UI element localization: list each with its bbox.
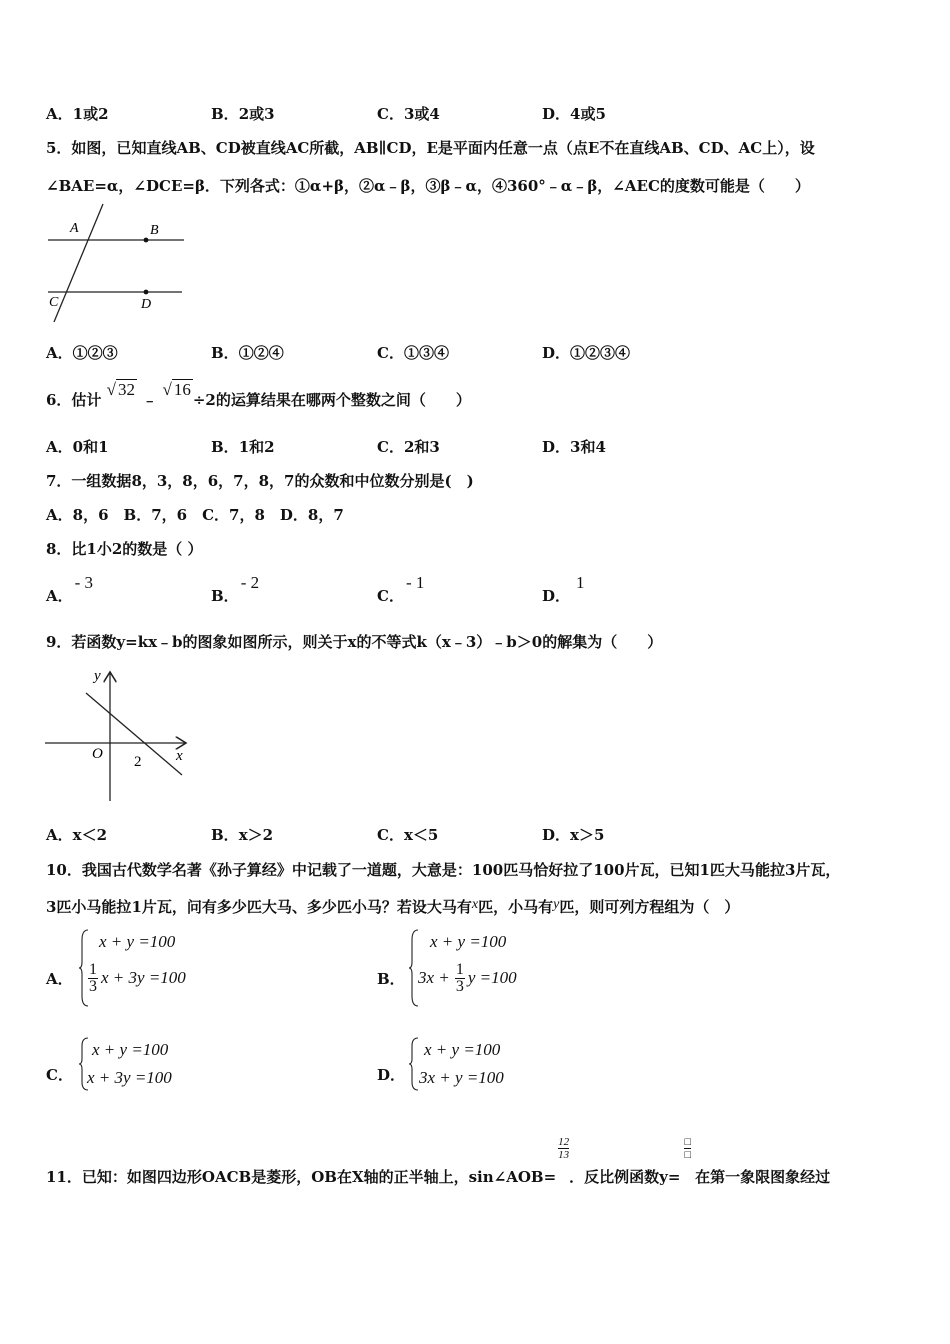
q10-option-a-eq1: x + y =100 <box>99 932 176 951</box>
q7-options: A．8，6 B．7，6 C．7，8 D．8，7 <box>46 506 344 524</box>
q9-option-b: B．x＞2 <box>211 826 274 844</box>
q5-option-d: D．①②③④ <box>542 344 631 362</box>
q9-option-c: C．x＜5 <box>377 826 439 844</box>
q9-figure <box>40 664 200 806</box>
q10-option-c-label: C． <box>46 1066 73 1084</box>
q10-option-d-eq2: 3x + y =100 <box>419 1068 504 1087</box>
q5-stem-line1: 5．如图，已知直线AB、CD被直线AC所截，AB∥CD，E是平面内任意一点（点E不在直线AB、CD、AC上），设 <box>46 139 815 157</box>
q8-option-c: C．- 1 <box>377 573 425 605</box>
q6-option-a: A．0和1 <box>46 438 109 456</box>
q10-option-d-eq1: x + y =100 <box>424 1040 501 1059</box>
sqrt-16: √ 16 <box>162 380 191 399</box>
q11-stem: 11．已知：如图四边形OACB是菱形，OB在X轴的正半轴上，sin∠AOB= $\frac{12}{13}$．反比例函数y= $\frac{□}{□}$在第一象限图象经过 <box>46 1136 831 1186</box>
q5-option-c: C．①③④ <box>377 344 449 362</box>
label-a: A <box>70 221 79 236</box>
sqrt-32: √ 32 <box>106 380 136 399</box>
q8-option-d: D．1 <box>542 573 585 605</box>
point-b <box>144 238 149 243</box>
q4-option-b: B．2或3 <box>211 105 275 123</box>
q10-option-a-eq2: $\frac{1}{3}$ x + 3y =100 <box>89 961 186 995</box>
q10-option-d-label: D． <box>377 1066 406 1084</box>
q6-stem: 6．估计 √ 32 ﹣ √ 16÷2的运算结果在哪两个整数之间（ ） <box>46 380 471 409</box>
point-d <box>144 290 149 295</box>
q10-stem-line2: 3匹小马能拉1片瓦，问有多少匹大马、多少匹小马？若设大马有x匹，小马有y匹，则可列方程组为（ ） <box>46 897 740 916</box>
label-c: C <box>49 295 59 310</box>
q9-option-a: A．x＜2 <box>46 826 108 844</box>
q4-option-a: A．1或2 <box>46 105 109 123</box>
label-d: D <box>141 297 152 312</box>
label-b: B <box>150 223 159 238</box>
q10-option-a-label: A． <box>46 970 73 988</box>
q10-option-b-label: B． <box>377 970 405 988</box>
k-fraction: $\frac{□}{□}$ <box>684 1136 692 1161</box>
q10-option-b-eq1: x + y =100 <box>430 932 507 951</box>
q4-option-c: C．3或4 <box>377 105 440 123</box>
q6-option-c: C．2和3 <box>377 438 440 456</box>
q6-option-b: B．1和2 <box>211 438 275 456</box>
q6-option-d: D．3和4 <box>542 438 606 456</box>
q8-option-b: B．- 2 <box>211 573 260 605</box>
q5-figure <box>40 200 200 330</box>
sin-fraction: $\frac{12}{13}$ <box>558 1136 570 1161</box>
q9-stem: 9．若函数y=kx﹣b的图象如图所示，则关于x的不等式k（x﹣3）﹣b＞0的解集为（ ） <box>46 633 663 651</box>
q8-stem: 8．比1小2的数是（ ） <box>46 540 203 558</box>
q5-option-a: A．①②③ <box>46 344 118 362</box>
y-label: y <box>94 668 101 684</box>
q10-stem-line1: 10．我国古代数学名著《孙子算经》中记载了一道题，大意是：100匹马恰好拉了100片瓦，已知1匹大马能拉3片瓦， <box>46 861 841 879</box>
q10-option-b-eq2: 3x + $\frac{1}{3}$ y =100 <box>418 961 517 995</box>
x-label: x <box>176 748 183 764</box>
q8-option-a: A．- 3 <box>46 573 94 605</box>
q4-option-d: D．4或5 <box>542 105 606 123</box>
q10-option-c-eq2: x + 3y =100 <box>87 1068 172 1087</box>
q10-option-c-eq1: x + y =100 <box>92 1040 169 1059</box>
q5-option-b: B．①②④ <box>211 344 284 362</box>
q7-stem: 7．一组数据8，3，8，6，7，8，7的众数和中位数分别是( ) <box>46 472 474 490</box>
q9-option-d: D．x＞5 <box>542 826 605 844</box>
origin-label: O <box>92 746 103 762</box>
intercept-label: 2 <box>134 754 142 770</box>
q5-stem-line2: ∠BAE=α，∠DCE=β．下列各式：①α+β，②α﹣β，③β﹣α，④360°﹣α﹣β，∠AEC的度数可能是（ ） <box>46 177 810 195</box>
